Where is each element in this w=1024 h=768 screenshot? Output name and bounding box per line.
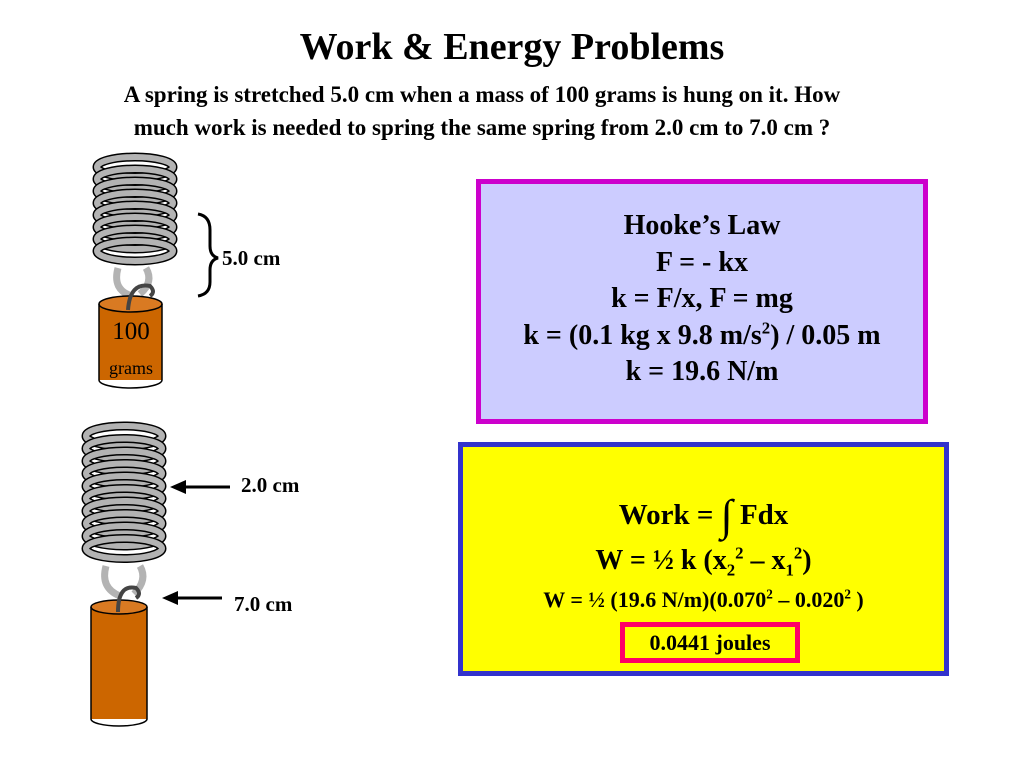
spring-constant-calculation: k = (0.1 kg x 9.8 $m/s^2) / 0.05$ m [523, 318, 881, 351]
top-spring [97, 157, 173, 261]
stretch-brace [198, 214, 218, 296]
arrow-7cm [162, 591, 222, 605]
hookes-law-box [476, 179, 928, 424]
problem-line-1: A spring is stretched 5.0 cm when a mass of 100 grams is hung on it. How [123, 82, 841, 107]
mass-value: 100 [112, 318, 150, 345]
hooke-heading: Hooke’s Law [623, 210, 781, 241]
mass-unit: grams [109, 358, 153, 378]
bottom-spring [86, 426, 162, 559]
spring-diagram [0, 0, 420, 768]
slide-title: Work & Energy Problems [299, 26, 725, 68]
start-position-label: 2.0 cm [241, 473, 300, 497]
work-formula: W = ½ k $(x_2^2 - x_1^2)$ [595, 543, 812, 580]
work-integral: Work = ∫ Fdx [618, 491, 789, 540]
bottom-mass-cylinder [91, 600, 147, 726]
answer-box: 0.0441 joules [620, 622, 800, 663]
arrow-2cm [170, 480, 230, 494]
end-position-label: 7.0 cm [234, 592, 293, 616]
spring-constant-result: k = 19.6 N/m [625, 356, 779, 387]
work-substitution: W = ½ (19.6 N/m)(0.070$^2$ – 0.020$^2$ ) [543, 586, 864, 612]
problem-line-2: much work is needed to spring the same spring from 2.0 cm to 7.0 cm ? [133, 115, 831, 140]
spring-constant-formula: k = F/x, F = mg [611, 283, 793, 314]
hooke-formula: F = - kx [656, 246, 748, 278]
stretch-label: 5.0 cm [222, 246, 281, 270]
work-calculation-box [458, 442, 949, 676]
integral-symbol: ∫ [720, 491, 733, 540]
